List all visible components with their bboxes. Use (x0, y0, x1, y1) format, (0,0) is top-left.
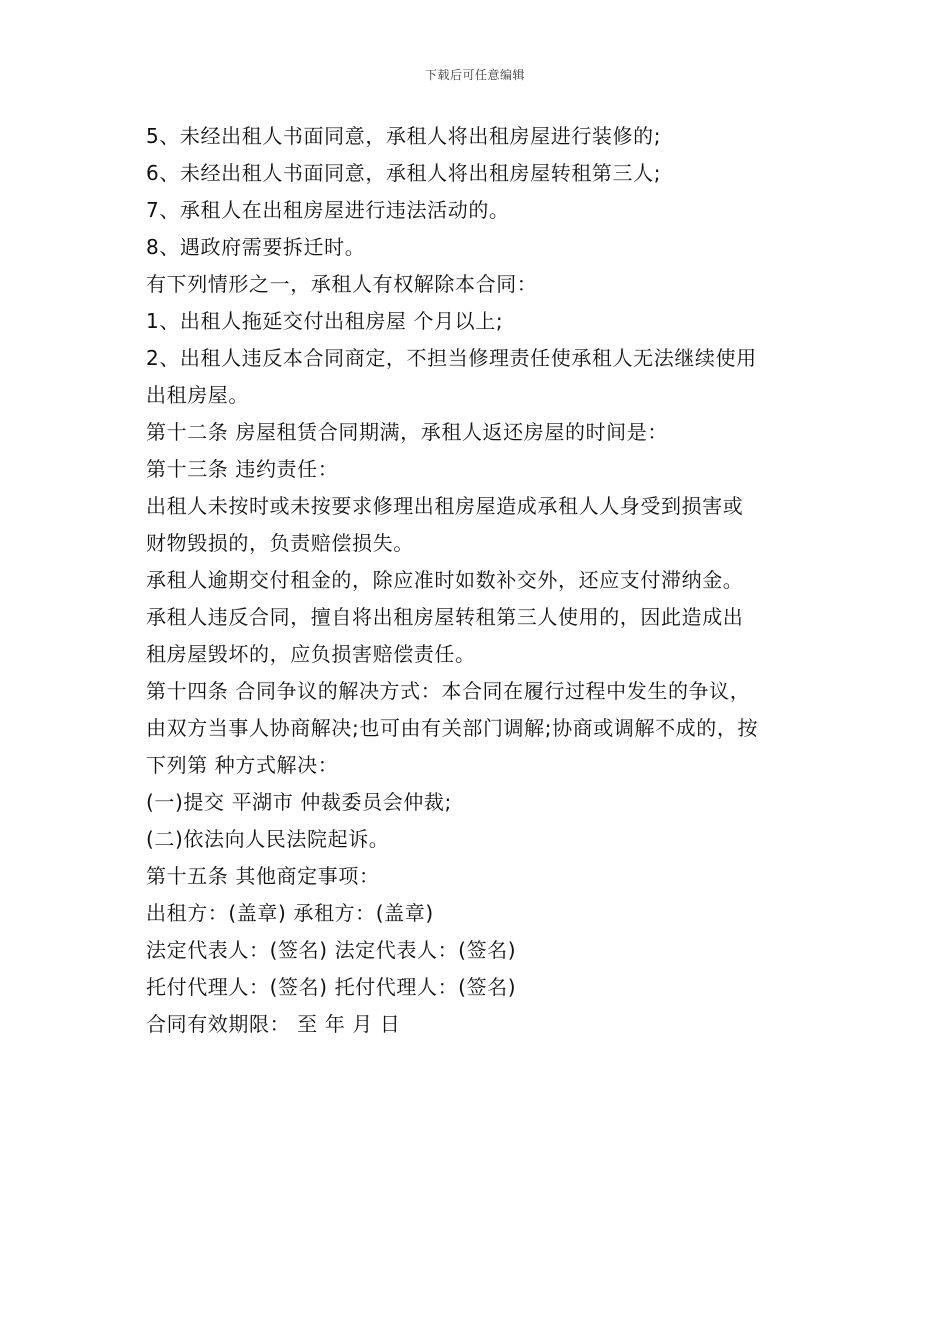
article-12-line: 第十二条 房屋租赁合同期满，承租人返还房屋的时间是： (146, 420, 668, 444)
document-body (146, 118, 810, 1043)
signature-line-representative: 法定代表人：(签名) 法定代表人：(签名) (146, 938, 517, 962)
signature-line-agent: 托付代理人：(签名) 托付代理人：(签名) (146, 975, 517, 999)
clause-line: 1、出租人拖延交付出租房屋 个月以上; (146, 309, 504, 333)
clause-line: 由双方当事人协商解决;也可由有关部门调解;协商或调解不成的，按 (146, 716, 759, 740)
clause-line: (二)依法向人民法院起诉。 (146, 827, 390, 851)
clause-line: 下列第 种方式解决： (146, 753, 339, 777)
clause-line: 承租人逾期交付租金的，除应准时如数补交外，还应支付滞纳金。 (146, 568, 744, 592)
clause-line: 承租人违反合同，擅自将出租房屋转租第三人使用的，因此造成出 (146, 605, 744, 629)
clause-line: (一)提交 平湖市 仲裁委员会仲裁; (146, 790, 452, 814)
page-header: 下载后可任意编辑 (424, 68, 525, 82)
clause-line: 5、未经出租人书面同意，承租人将出租房屋进行装修的; (146, 124, 662, 148)
clause-line: 8、遇政府需要拆迁时。 (146, 235, 366, 259)
contract-validity-line: 合同有效期限： 至 年 月 日 (146, 1012, 401, 1036)
clause-line: 租房屋毁坏的，应负损害赔偿责任。 (146, 642, 476, 666)
article-14-line: 第十四条 合同争议的解决方式：本合同在履行过程中发生的争议， (146, 679, 751, 703)
article-15-heading: 第十五条 其他商定事项： (146, 864, 380, 888)
clause-line: 6、未经出租人书面同意，承租人将出租房屋转租第三人; (146, 161, 662, 185)
clause-line: 财物毁损的，负责赔偿损失。 (146, 531, 414, 555)
clause-line: 7、承租人在出租房屋进行违法活动的。 (146, 198, 510, 222)
signature-line-seal: 出租方：(盖章) 承租方：(盖章) (146, 901, 434, 925)
article-13-heading: 第十三条 违约责任： (146, 457, 339, 481)
clause-line: 2、出租人违反本合同商定，不担当修理责任使承租人无法继续使用 (146, 346, 757, 370)
clause-line: 出租人未按时或未按要求修理出租房屋造成承租人人身受到损害或 (146, 494, 744, 518)
clause-line: 有下列情形之一，承租人有权解除本合同： (146, 272, 538, 296)
clause-line: 出租房屋。 (146, 383, 249, 407)
